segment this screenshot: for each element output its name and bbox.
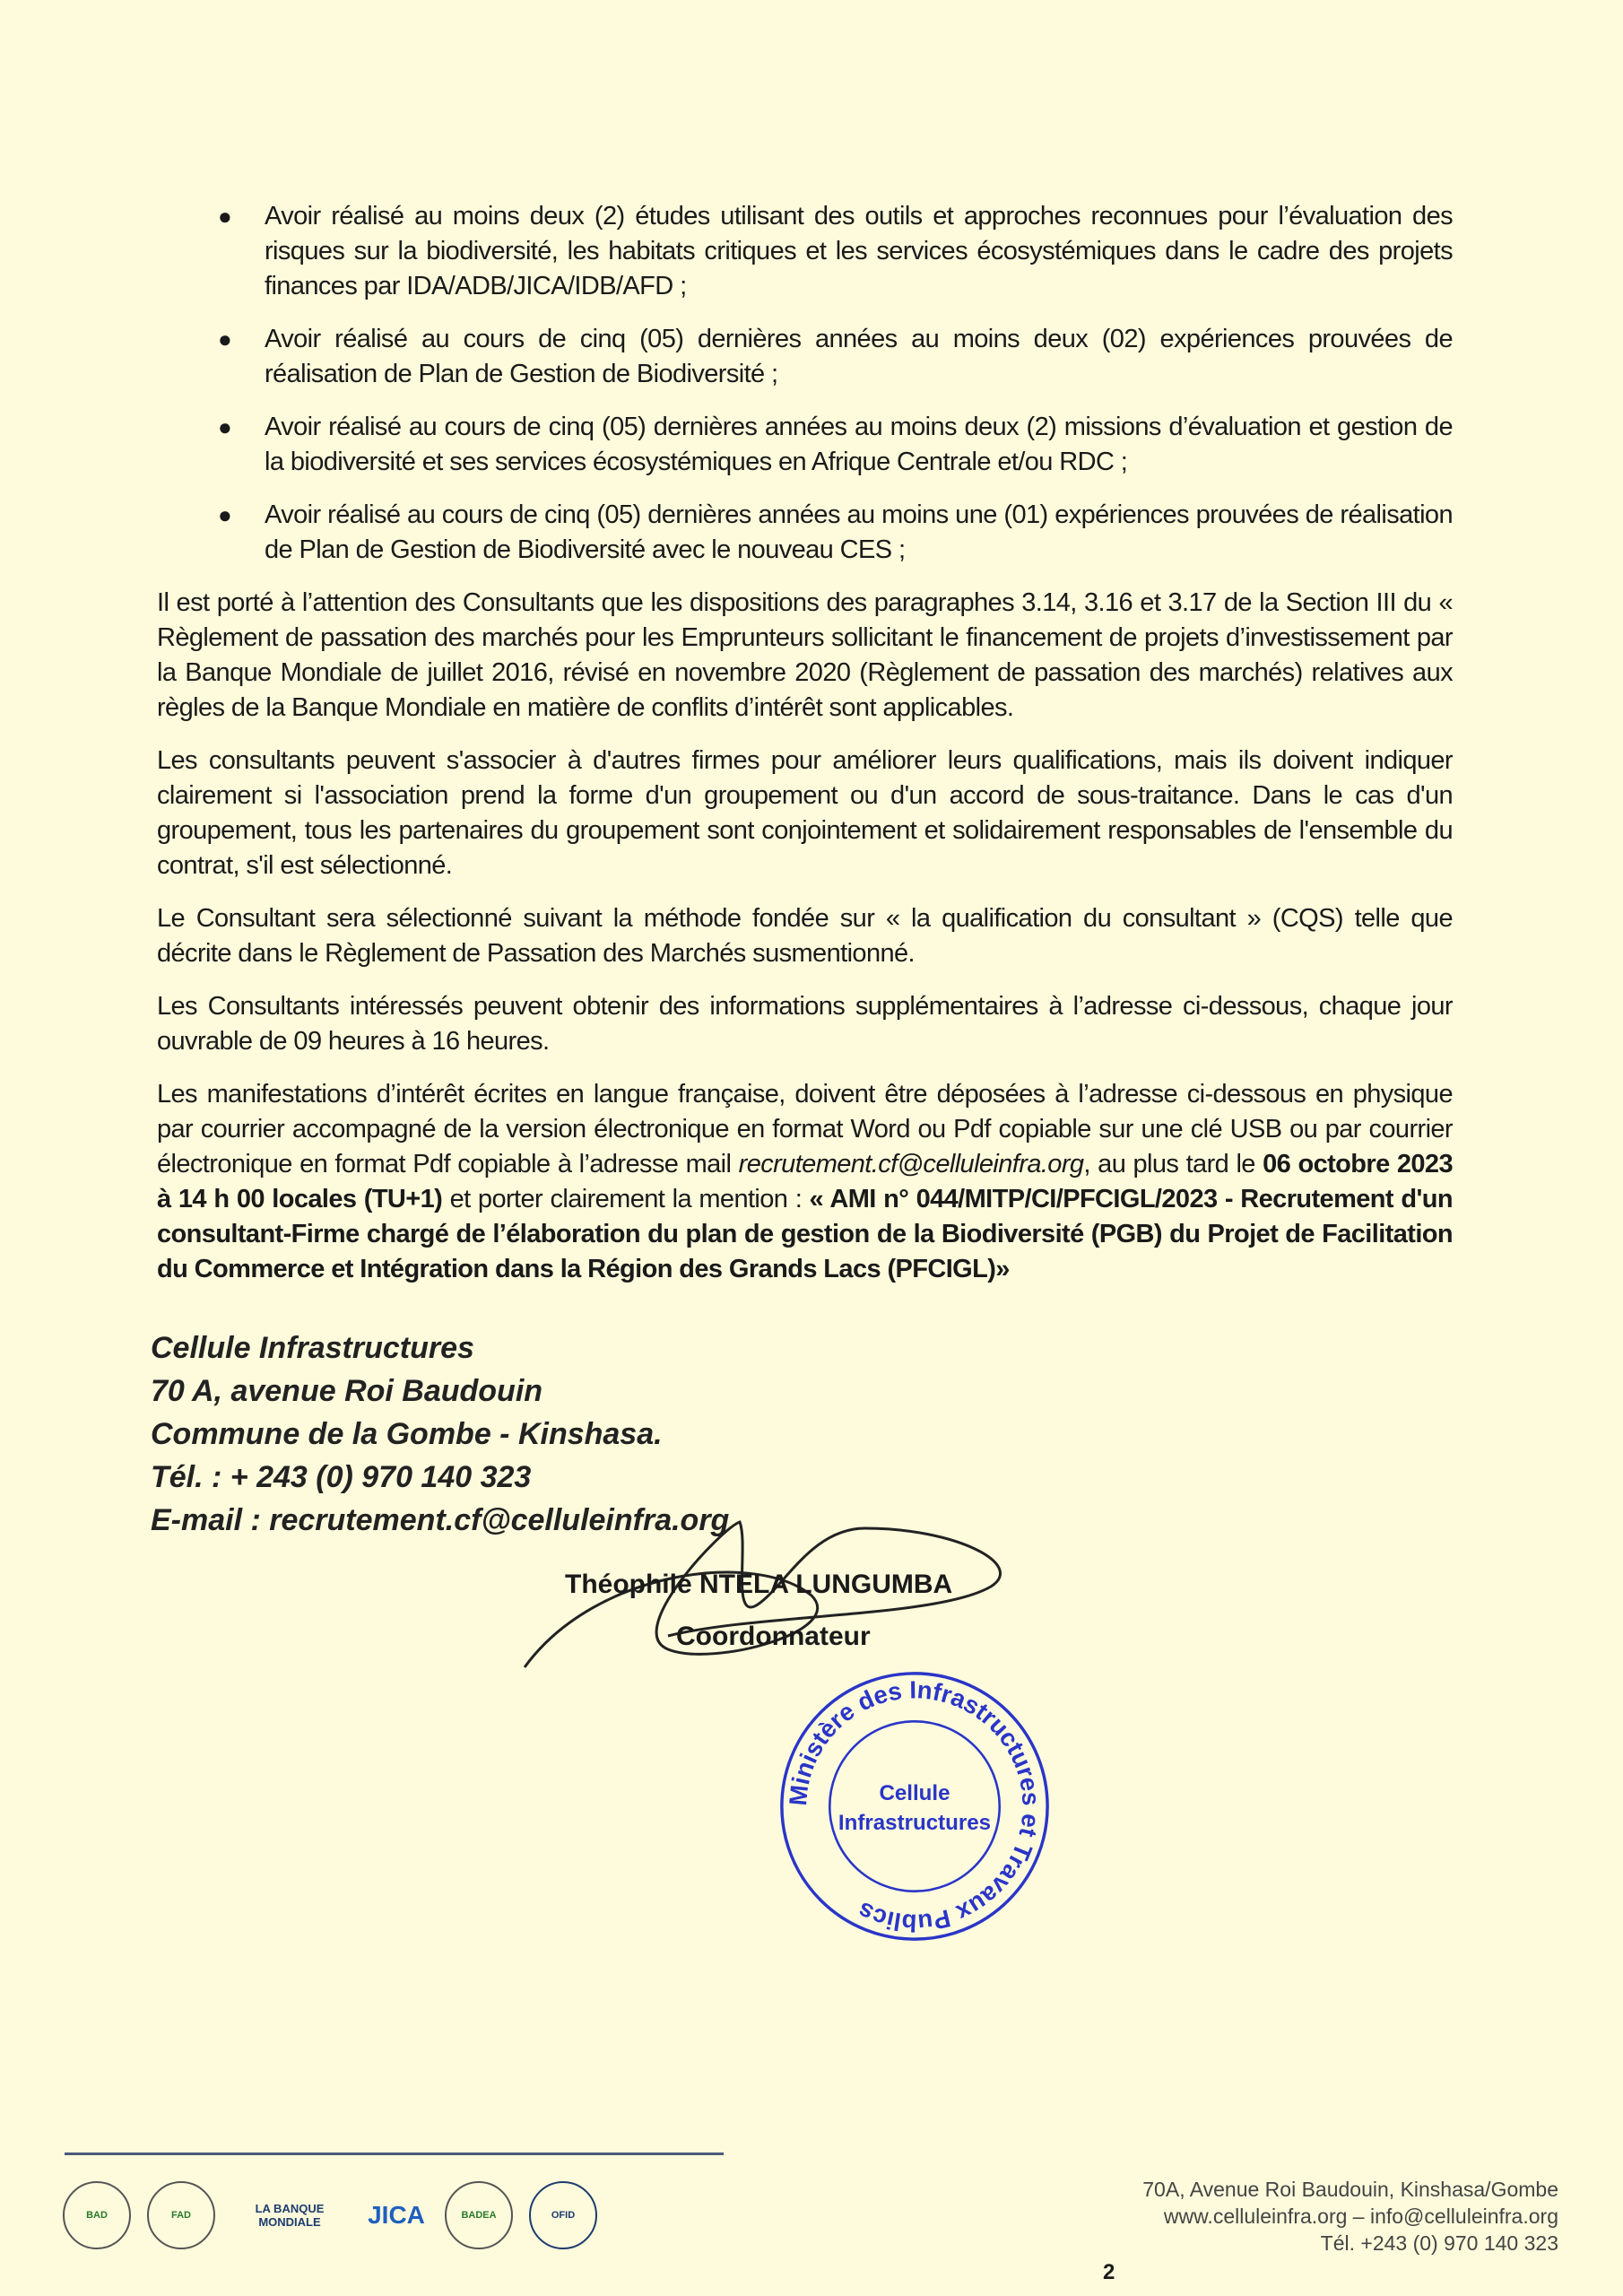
email-link[interactable]: recrutement.cf@celluleinfra.org	[738, 1150, 1084, 1178]
official-stamp	[776, 1667, 1054, 1945]
svg-text:Ministère des Infrastructures: Ministère des Infrastructures et Travaux Publics	[784, 1675, 1046, 1937]
signatory-title: Coordonnateur	[676, 1622, 871, 1651]
bullet-dot-icon: ●	[218, 501, 232, 528]
bad-logo-icon: BAD	[63, 2181, 131, 2249]
body-text	[151, 199, 1453, 1945]
partner-logos	[63, 2181, 597, 2249]
bullet-dot-icon: ●	[218, 326, 232, 352]
deadline: 06 octobre 2023 à 14 h 00 locales (TU+1)	[157, 1150, 1453, 1213]
paragraph-method: Le Consultant sera sélectionné suivant la méthode fondée sur « la qualification du consultant » (CQS) telle que décrite dans le Règlement de Passation des Marchés susmentionné.	[157, 904, 1453, 968]
world-bank-logo-icon: LA BANQUE MONDIALE	[255, 2202, 325, 2229]
page-number: 2	[1103, 2260, 1115, 2284]
ofid-logo-icon: OFID	[529, 2181, 597, 2249]
bullet-item: ● Avoir réalisé au moins deux (2) études utilisant des outils et approches reconnues pour l’évaluation des risques sur la biodiversité, les habitats critiques et les services écosystémiques dans le cadre des projets finances par IDA/ADB/JICA/IDB/AFD ;	[265, 199, 1453, 304]
badea-logo-icon: BADEA	[445, 2181, 513, 2249]
mention: « AMI n° 044/MITP/CI/PFCIGL/2023 - Recrutement d'un consultant-Firme chargé de l’élaboration du plan de gestion de la Biodiversité (PGB) du Projet de Facilitation du Commerce et Intégration dans la Région des Grands Lacs (PFCIGL)»	[157, 1185, 1453, 1283]
paragraph-submission: Les manifestations d’intérêt écrites en langue française, doivent être déposées à l’adresse ci-dessous en physique par courrier accompagné de la version électronique en format Word ou Pdf copiable sur une clé USB ou par courrier électronique en format Pdf copiable à l’adresse mail recrutement.cf@celluleinfra.org, au plus tard le 06 octobre 2023 à 14 h 00 locales (TU+1) et porter clairement la mention : « AMI n° 044/MITP/CI/PFCIGL/2023 - Recrutement d'un consultant-Firme chargé de l’élaboration du plan de gestion de la Biodiversité (PGB) du Projet de Facilitation du Commerce et Intégration dans la Région des Grands Lacs (PFCIGL)»	[157, 1080, 1453, 1283]
bullet-item: ● Avoir réalisé au cours de cinq (05) dernières années au moins deux (02) expériences prouvées de réalisation de Plan de Gestion de Biodiversité ;	[265, 322, 1453, 392]
signatory-name: Théophile NTELA LUNGUMBA	[565, 1570, 953, 1599]
paragraph-association: Les consultants peuvent s'associer à d'autres firmes pour améliorer leurs qualifications, mais ils doivent indiquer clairement si l'association prend la forme d'un groupement ou d'un accord de sous-traitance. Dans le cas d'un groupement, tous les partenaires du groupement sont conjointement et solidairement responsables de l'ensemble du contrat, s'il est sélectionné.	[157, 746, 1453, 880]
paragraph-info: Les Consultants intéressés peuvent obtenir des informations supplémentaires à l’adresse ci-dessous, chaque jour ouvrable de 09 heures à 16 heures.	[157, 992, 1453, 1056]
bullet-item: ● Avoir réalisé au cours de cinq (05) dernières années au moins deux (2) missions d’évaluation et gestion de la biodiversité et ses services écosystémiques en Afrique Centrale et/ou RDC ;	[265, 410, 1453, 480]
address-block: Cellule Infrastructures 70 A, avenue Roi Baudouin Commune de la Gombe - Kinshasa. Tél. : + 243 (0) 970 140 323 E-mail : recrutement.cf@celluleinfra.org	[151, 1331, 730, 1537]
bullet-item: ● Avoir réalisé au cours de cinq (05) dernières années au moins une (01) expériences prouvées de réalisation de Plan de Gestion de Biodiversité avec le nouveau CES ;	[265, 498, 1453, 568]
paragraph-conflicts: Il est porté à l’attention des Consultants que les dispositions des paragraphes 3.14, 3.16 et 3.17 de la Section III du « Règlement de passation des marchés pour les Emprunteurs sollicitant le financement de projets d’investissement par la Banque Mondiale de juillet 2016, révisé en novembre 2020 (Règlement de passation des marchés) relatives aux règles de la Banque Mondiale en matière de conflits d’intérêt sont applicables.	[157, 588, 1453, 722]
footer-contact: 70A, Avenue Roi Baudouin, Kinshasa/Gombe www.celluleinfra.org – info@celluleinfra.org Tél. +243 (0) 970 140 323	[1142, 2178, 1558, 2255]
footer-divider	[65, 2152, 724, 2155]
jica-logo-icon: JICA	[368, 2201, 425, 2229]
bullet-dot-icon: ●	[218, 413, 232, 440]
svg-text:Infrastructures: Infrastructures	[838, 1810, 992, 1835]
bullet-dot-icon: ●	[218, 203, 232, 230]
svg-text:Cellule: Cellule	[879, 1781, 950, 1806]
signature-block	[157, 1569, 1453, 1945]
fad-logo-icon: FAD	[147, 2181, 215, 2249]
